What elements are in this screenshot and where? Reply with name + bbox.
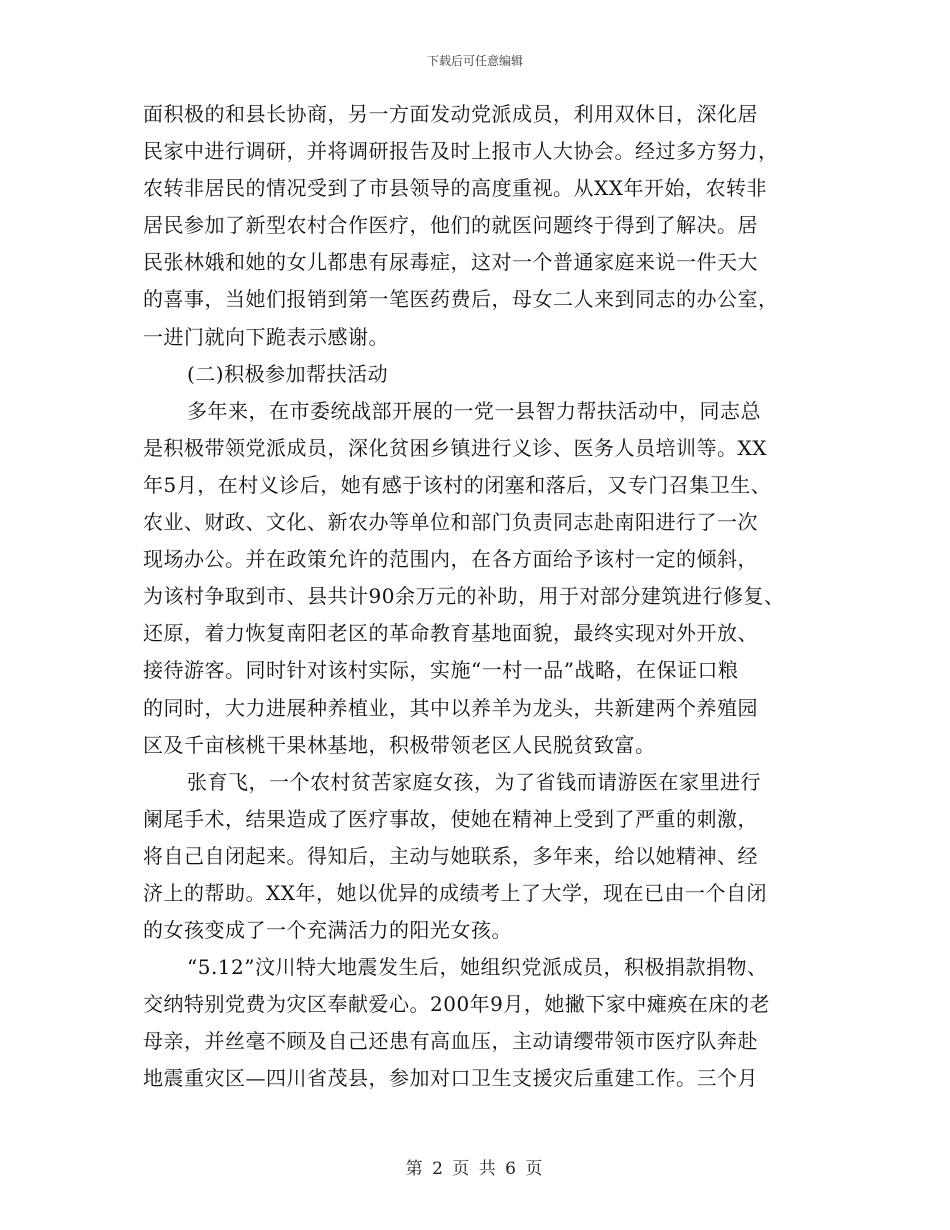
text-line: 民家中进行调研，并将调研报告及时上报市人大协会。经过多方努力， bbox=[143, 139, 779, 164]
text-line: 母亲，并丝毫不顾及自己还患有高血压，主动请缨带领市医疗队奔赴 bbox=[143, 1029, 758, 1054]
text-line: 济上的帮助。XX年，她以优异的成绩考上了大学，现在已由一个自闭 bbox=[143, 880, 767, 905]
text-line: 现场办公。并在政策允许的范围内，在各方面给予该村一定的倾斜， bbox=[143, 547, 758, 572]
text-line: 将自己自闭起来。得知后，主动与她联系，多年来，给以她精神、经 bbox=[143, 843, 758, 868]
text-line: 农转非居民的情况受到了市县领导的高度重视。从XX年开始，农转非 bbox=[143, 176, 767, 201]
text-line: 一进门就向下跪表示感谢。 bbox=[143, 324, 389, 349]
text-line: 为该村争取到市、县共计90余万元的补助，用于对部分建筑进行修复、 bbox=[143, 584, 785, 609]
text-line: 面积极的和县长协商，另一方面发动党派成员，利用双休日，深化居 bbox=[143, 102, 758, 126]
text-line: 的女孩变成了一个充满活力的阳光女孩。 bbox=[143, 918, 512, 943]
text-line: 区及千亩核桃干果林基地，积极带领老区人民脱贫致富。 bbox=[143, 732, 656, 757]
text-line: 的喜事，当她们报销到第一笔医药费后，母女二人来到同志的办公室， bbox=[143, 287, 779, 312]
page-header: 下载后可任意编辑 bbox=[426, 54, 523, 68]
text-line: 的同时，大力进展种养植业，其中以养羊为龙头，共新建两个养殖园 bbox=[143, 695, 758, 720]
text-line: 交纳特别党费为灾区奉献爱心。200年9月，她撇下家中瘫痪在床的老 bbox=[143, 992, 770, 1017]
text-line: 地震重灾区—四川省茂县，参加对口卫生支援灾后重建工作。三个月 bbox=[143, 1066, 758, 1091]
document-body bbox=[143, 96, 813, 1098]
text-line: 是积极带领党派成员，深化贫困乡镇进行义诊、医务人员培训等。XX bbox=[143, 435, 767, 460]
text-line: 居民参加了新型农村合作医疗，他们的就医问题终于得到了解决。居 bbox=[143, 213, 758, 238]
text-line: 还原，着力恢复南阳老区的革命教育基地面貌，最终实现对外开放、 bbox=[143, 621, 758, 646]
text-line: 多年来，在市委统战部开展的一党一县智力帮扶活动中，同志总 bbox=[187, 398, 761, 423]
text-line: “5.12”汶川特大地震发生后，她组织党派成员，积极捐款捐物、 bbox=[187, 955, 768, 980]
text-line: 民张林娥和她的女儿都患有尿毒症，这对一个普通家庭来说一件天大 bbox=[143, 250, 758, 275]
text-line: 阑尾手术，结果造成了医疗事故，使她在精神上受到了严重的刺激， bbox=[143, 806, 758, 831]
text-line: 接待游客。同时针对该村实际，实施“一村一品”战略，在保证口粮 bbox=[143, 658, 739, 683]
page-number: 第 2 页 共 6 页 bbox=[405, 1159, 545, 1179]
text-line: 农业、财政、文化、新农办等单位和部门负责同志赴南阳进行了一次 bbox=[143, 510, 758, 535]
text-line: 年5月，在村义诊后，她有感于该村的闭塞和落后，又专门召集卫生、 bbox=[143, 472, 772, 497]
section-heading: (二)积极参加帮扶活动 bbox=[187, 361, 389, 386]
text-line: 张育飞，一个农村贫苦家庭女孩，为了省钱而请游医在家里进行 bbox=[187, 769, 761, 794]
